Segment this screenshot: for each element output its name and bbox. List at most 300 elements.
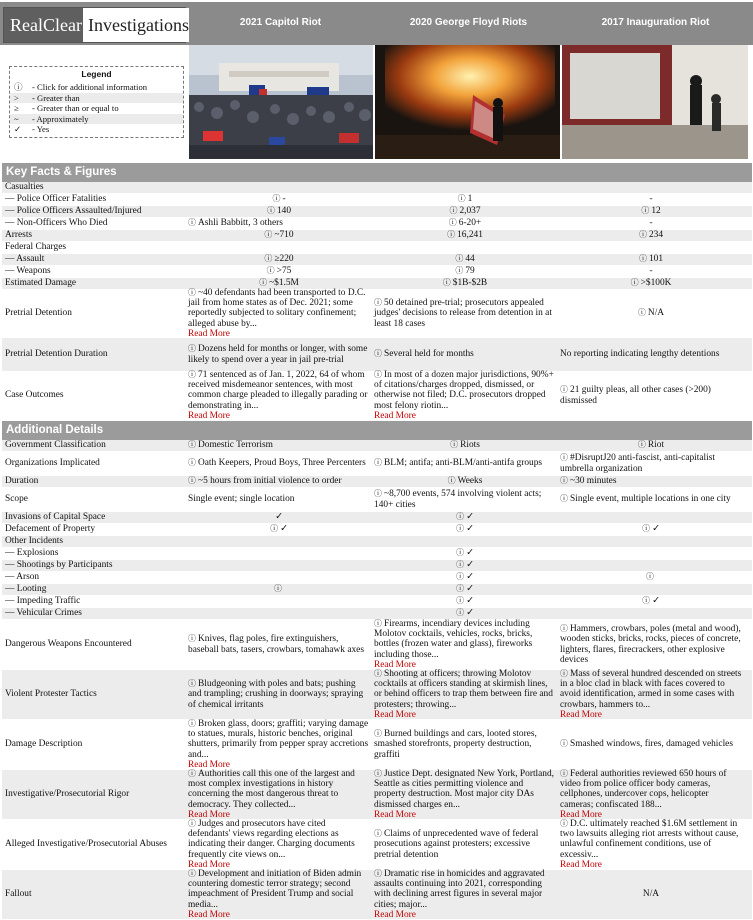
table-row (2, 182, 752, 194)
cell-text: BLM; antifa; anti-BLM/anti-antifa groups (384, 458, 543, 469)
cell-text: Riot (647, 440, 665, 451)
info-icon[interactable]: ⓘ (560, 476, 568, 486)
column-header-floyd: 2020 George Floyd Riots (409, 17, 528, 28)
cell-text: Judges and prosecutors have cited defendants' views regarding elections as indicating their danger. Charging documents frequently cite views on... (188, 818, 355, 860)
info-icon[interactable]: ⓘ (266, 266, 275, 276)
table-cell[interactable] (558, 572, 744, 582)
row-label: Other Incidents (5, 536, 64, 547)
cell-text: ✓ (466, 524, 474, 535)
cell-text: Domestic Terrorism (198, 440, 273, 451)
table-cell (558, 194, 744, 204)
info-icon[interactable]: ⓘ (188, 458, 196, 468)
cell-text: Mass of several hundred descended on streets in a bloc clad in black with faces covered to avoid identification, armed in some cases with crowbars, hammers to... (560, 668, 742, 710)
cell-text: Dozens held for months or longer, with some likely to spend over a year in jail pre-trial (188, 344, 368, 365)
table-cell[interactable] (558, 819, 744, 871)
info-icon[interactable]: ⓘ (447, 230, 456, 240)
info-icon[interactable]: ⓘ (188, 476, 196, 486)
info-icon[interactable]: ⓘ (560, 768, 568, 778)
table-cell[interactable] (372, 278, 558, 288)
row-label: — Impeding Traffic (5, 596, 81, 607)
info-icon[interactable]: ⓘ (374, 618, 382, 628)
info-icon[interactable]: ⓘ (641, 206, 650, 216)
table-row (2, 218, 752, 230)
read-more-link[interactable]: Read More (374, 810, 416, 821)
table-row (2, 206, 752, 218)
table-row (2, 230, 752, 242)
table-cell[interactable] (186, 679, 372, 710)
table-cell (186, 494, 372, 504)
section-body (2, 182, 752, 420)
info-icon[interactable]: ⓘ (374, 728, 382, 738)
comparison-table (2, 162, 752, 920)
row-label: — Vehicular Crimes (5, 608, 82, 619)
table-cell[interactable] (372, 560, 558, 570)
table-cell (558, 889, 744, 899)
info-icon[interactable]: ⓘ (259, 278, 268, 288)
cell-text: Ashli Babbitt, 3 others (198, 218, 283, 229)
legend-items (10, 82, 183, 135)
table-cell[interactable] (186, 218, 372, 228)
section-body (2, 440, 752, 920)
read-more-link[interactable]: Read More (560, 810, 602, 821)
table-cell[interactable] (372, 370, 558, 422)
cell-text: 234 (648, 230, 664, 241)
table-cell[interactable] (372, 572, 558, 582)
cell-text: Several held for months (384, 349, 474, 360)
cell-text: 21 guilty pleas, all other cases (>200) dismissed (560, 385, 711, 406)
table-cell[interactable] (372, 512, 558, 522)
table-cell[interactable] (372, 206, 558, 216)
cell-text: Oath Keepers, Proud Boys, Three Percenters (198, 458, 366, 469)
table-row (2, 584, 752, 596)
cell-text: 79 (465, 266, 475, 277)
info-icon[interactable]: ⓘ (560, 668, 568, 678)
table-cell[interactable] (372, 729, 558, 760)
cell-text: $1B-$2B (452, 278, 488, 289)
info-icon[interactable]: ⓘ (374, 297, 382, 307)
cell-text: ~40 defendants had been transported to D.C. jail from home states as of Dec. 2021; some reportedly subjected to solitary confinement; alleged abuse by... (188, 287, 366, 329)
legend-item (10, 93, 183, 104)
brand-realclear: RealClear (4, 8, 83, 42)
info-icon[interactable]: ⓘ (646, 572, 654, 582)
table-cell (558, 218, 744, 228)
cell-text: Burned buildings and cars, looted stores, smashed storefronts, property destruction, graffiti (374, 728, 537, 760)
row-label: Investigative/Prosecutorial Rigor (5, 789, 130, 800)
info-icon[interactable]: ⓘ (456, 572, 465, 582)
table-cell[interactable] (558, 524, 744, 534)
cell-text: ✓ (466, 548, 474, 559)
section-header: Additional Details (2, 421, 752, 440)
info-icon[interactable]: ⓘ (560, 818, 568, 828)
cell-text: Shooting at officers; throwing Molotov cocktails at officers standing at skirmish lines, or behind officers to trap them between fire and protesters; throwing... (374, 668, 553, 710)
cell-text: ~5 hours from initial violence to order (198, 476, 342, 487)
cell-text: Authorities call this one of the largest and most complex investigations in history concerning the most dangerous threat to democracy. They collected... (188, 768, 355, 810)
cell-text: Firearms, incendiary devices including Molotov cocktails, vehicles, rocks, bricks, bottles (frozen water and glass), fireworks including those... (374, 618, 533, 660)
info-icon[interactable]: ⓘ (455, 266, 464, 276)
cell-text: ≥220 (274, 254, 294, 265)
table-cell[interactable] (558, 494, 744, 504)
cell-text: ~710 (274, 230, 294, 241)
row-label: — Weapons (5, 266, 51, 277)
info-icon[interactable]: ⓘ (638, 230, 647, 240)
read-more-link[interactable]: Read More (560, 710, 602, 721)
table-row (2, 536, 752, 548)
table-cell[interactable] (372, 584, 558, 594)
table-cell[interactable] (558, 206, 744, 216)
legend-symbol: ✓ (14, 124, 22, 135)
row-label: Alleged Investigative/Prosecutorial Abuses (5, 839, 167, 850)
table-row (2, 870, 752, 920)
info-icon[interactable]: ⓘ (188, 218, 196, 228)
row-label: — Assault (5, 254, 45, 265)
cell-text: In most of a dozen major jurisdictions, 90%+ of citations/charges dropped, dismissed, or otherwise not filed; D.C. prosecutors dropped most felony riotin... (374, 369, 554, 411)
read-more-link[interactable]: Read More (374, 910, 416, 920)
table-cell[interactable] (186, 719, 372, 771)
column-header-capitol: 2021 Capitol Riot (239, 17, 322, 28)
legend-item (10, 114, 183, 125)
info-icon[interactable]: ⓘ (560, 623, 568, 633)
row-label: Dangerous Weapons Encountered (5, 639, 132, 650)
cell-text: Smashed windows, fires, damaged vehicles (570, 739, 733, 750)
info-icon[interactable]: ⓘ (374, 489, 382, 499)
legend-text: - Click for additional information (32, 82, 148, 93)
info-icon[interactable]: ⓘ (374, 349, 382, 359)
table-cell[interactable] (558, 476, 744, 486)
legend-item (10, 82, 183, 93)
cell-text: 140 (276, 206, 292, 217)
table-cell[interactable] (186, 194, 372, 204)
cell-text: - (649, 266, 653, 277)
info-icon[interactable]: ⓘ (637, 440, 646, 450)
table-cell[interactable] (372, 194, 558, 204)
row-label: Arrests (5, 230, 33, 241)
info-icon[interactable]: ⓘ (270, 524, 279, 534)
read-more-link[interactable]: Read More (188, 411, 230, 422)
cell-text: 12 (651, 206, 661, 217)
photo-floyd-riots (375, 45, 560, 159)
table-cell[interactable] (186, 206, 372, 216)
read-more-link[interactable]: Read More (188, 810, 230, 821)
info-icon[interactable]: ⓘ (188, 818, 196, 828)
table-cell[interactable] (186, 634, 372, 655)
table-row (2, 194, 752, 206)
info-icon[interactable]: ⓘ (266, 206, 275, 216)
info-icon[interactable]: ⓘ (188, 868, 196, 878)
table-cell[interactable] (372, 266, 558, 276)
cell-text: Single event; single location (188, 494, 295, 505)
table-cell[interactable] (186, 254, 372, 264)
row-label: Government Classification (5, 440, 106, 451)
table-cell[interactable] (372, 608, 558, 618)
table-cell[interactable] (372, 548, 558, 558)
cell-text: Federal authorities reviewed 650 hours of video from police officer body cameras, cellphones, undercover cops, helicopter cameras; confiscated 188... (560, 768, 727, 810)
table-row (2, 524, 752, 536)
cell-text: ✓ (652, 596, 660, 607)
table-cell[interactable] (186, 344, 372, 365)
photo-capitol-riot (189, 45, 373, 159)
table-cell[interactable] (558, 278, 744, 288)
info-icon[interactable]: ⓘ (374, 768, 382, 778)
table-cell[interactable] (372, 524, 558, 534)
legend-symbol: ≥ (14, 103, 19, 114)
table-row (2, 242, 752, 254)
cell-text: ~30 minutes (570, 476, 617, 487)
table-cell[interactable] (186, 288, 372, 340)
table-cell[interactable] (558, 308, 744, 318)
table-cell[interactable] (372, 596, 558, 606)
info-icon[interactable]: ⓘ (637, 308, 646, 318)
info-icon[interactable]: ⓘ (374, 369, 382, 379)
table-cell[interactable] (558, 669, 744, 721)
info-icon[interactable]: ⓘ (374, 668, 382, 678)
table-row (2, 572, 752, 584)
table-cell[interactable] (558, 230, 744, 240)
cell-text: N/A (647, 308, 665, 319)
info-icon[interactable]: ⓘ (560, 385, 568, 395)
info-icon[interactable]: ⓘ (456, 548, 465, 558)
info-icon[interactable]: ⓘ (264, 230, 273, 240)
cell-text: 50 detained pre-trial; prosecutors appealed judges' decisions to release from detention in at least 18 cases (374, 297, 552, 329)
row-label: Defacement of Property (5, 524, 96, 535)
info-icon[interactable]: ⓘ (455, 254, 464, 264)
info-icon[interactable]: ⓘ (456, 584, 465, 594)
info-icon[interactable]: ⓘ (442, 278, 451, 288)
info-icon[interactable]: ⓘ (449, 206, 458, 216)
table-cell[interactable] (186, 524, 372, 534)
info-icon[interactable]: ⓘ (638, 254, 647, 264)
table-cell[interactable] (372, 458, 558, 468)
legend-item (10, 124, 183, 135)
cell-text: 1 (467, 194, 473, 205)
table-row (2, 770, 752, 820)
row-label: Pretrial Detention (5, 308, 72, 319)
table-cell[interactable] (186, 266, 372, 276)
info-icon[interactable]: ⓘ (188, 634, 196, 644)
table-cell[interactable] (372, 230, 558, 240)
info-icon[interactable]: ⓘ (456, 512, 465, 522)
info-icon[interactable]: ⓘ (188, 678, 196, 688)
cell-text: - (649, 218, 653, 229)
cell-text: Weeks (457, 476, 483, 487)
cell-text: Hammers, crowbars, poles (metal and wood), wooden sticks, bricks, rocks, pieces of concrete, lighters, flares, firecrackers, other explosive devices (560, 623, 741, 665)
table-cell[interactable] (186, 869, 372, 920)
photo-inauguration-riot (562, 45, 748, 159)
table-cell[interactable] (372, 298, 558, 329)
table-cell[interactable] (186, 370, 372, 422)
table-cell[interactable] (372, 619, 558, 671)
read-more-link[interactable]: Read More (188, 910, 230, 920)
cell-text: - (649, 194, 653, 205)
info-icon[interactable]: ⓘ (447, 476, 456, 486)
cell-text: ✓ (280, 524, 288, 535)
table-cell[interactable] (372, 476, 558, 486)
info-icon[interactable]: ⓘ (448, 218, 457, 228)
table-row (2, 338, 752, 372)
table-cell[interactable] (186, 458, 372, 468)
info-icon[interactable]: ⓘ (642, 524, 651, 534)
info-icon[interactable]: ⓘ (457, 194, 466, 204)
read-more-link[interactable]: Read More (560, 860, 602, 871)
cell-text: - (282, 194, 286, 205)
info-icon[interactable]: ⓘ (456, 596, 465, 606)
info-icon[interactable]: ⓘ (630, 278, 639, 288)
info-icon[interactable]: ⓘ (188, 369, 196, 379)
info-icon[interactable]: ⓘ (272, 194, 281, 204)
info-icon[interactable]: ⓘ (450, 440, 459, 450)
info-icon[interactable]: ⓘ (188, 440, 196, 450)
cell-text: 71 sentenced as of Jan. 1, 2022, 64 of whom received misdemeanor sentences, with most common charge pleaded to illegally parading or demonstrating in... (188, 369, 368, 411)
info-icon[interactable]: ⓘ (374, 458, 382, 468)
cell-text: 2,037 (459, 206, 481, 217)
cell-text: Dramatic rise in homicides and aggravated assaults continuing into 2021, corresponding with declining arrest figures in several major cities; major... (374, 868, 545, 910)
table-row (2, 670, 752, 720)
legend-symbol: ⓘ (14, 82, 23, 93)
row-label: Case Outcomes (5, 390, 64, 401)
table-row (2, 620, 752, 670)
read-more-link[interactable]: Read More (188, 329, 230, 340)
table-cell[interactable] (372, 829, 558, 860)
cell-text: 101 (648, 254, 664, 265)
info-icon[interactable]: ⓘ (374, 868, 382, 878)
info-icon[interactable]: ⓘ (560, 739, 568, 749)
table-cell[interactable] (372, 769, 558, 821)
brand-logo[interactable] (3, 7, 189, 43)
cell-text: N/A (642, 889, 660, 900)
row-label: — Police Officer Fatalities (5, 194, 107, 205)
table-cell[interactable] (186, 819, 372, 871)
table-row (2, 452, 752, 476)
table-cell[interactable] (558, 385, 744, 406)
cell-text: 44 (465, 254, 475, 265)
cell-text: ✓ (466, 584, 474, 595)
info-icon[interactable]: ⓘ (274, 584, 282, 594)
table-cell[interactable] (372, 669, 558, 721)
cell-text: Bludgeoning with poles and bats; pushing and trampling; crushing in doorways; spraying of chemical irritants (188, 678, 364, 710)
row-label: — Looting (5, 584, 47, 595)
legend-text: - Yes (32, 124, 50, 135)
cell-text: Claims of unprecedented wave of federal prosecutions against protesters; excessive pretrial detention (374, 828, 539, 860)
table-row (2, 488, 752, 512)
table-cell[interactable] (372, 869, 558, 920)
cell-text: ✓ (466, 608, 474, 619)
info-icon[interactable]: ⓘ (188, 768, 196, 778)
info-icon[interactable]: ⓘ (188, 344, 196, 354)
table-cell[interactable] (558, 453, 744, 474)
table-cell[interactable] (372, 489, 558, 510)
row-label: Organizations Implicated (5, 458, 100, 469)
table-cell[interactable] (372, 440, 558, 450)
row-label: — Arson (5, 572, 40, 583)
table-row (2, 512, 752, 524)
table-row (2, 254, 752, 266)
legend-text: - Greater than or equal to (32, 103, 119, 114)
info-icon[interactable]: ⓘ (456, 608, 465, 618)
row-label: Duration (5, 476, 39, 487)
row-label: — Police Officers Assaulted/Injured (5, 206, 142, 217)
read-more-link[interactable]: Read More (188, 860, 230, 871)
cell-text: 16,241 (457, 230, 483, 241)
table-row (2, 548, 752, 560)
table-row (2, 560, 752, 572)
header (0, 0, 753, 165)
legend-symbol: > (14, 92, 19, 103)
table-cell (558, 349, 744, 359)
info-icon[interactable]: ⓘ (560, 494, 568, 504)
table-row (2, 476, 752, 488)
table-cell[interactable] (558, 254, 744, 264)
table-cell[interactable] (186, 440, 372, 450)
table-cell[interactable] (186, 769, 372, 821)
table-cell[interactable] (186, 230, 372, 240)
table-cell[interactable] (558, 769, 744, 821)
row-label: Fallout (5, 889, 32, 900)
table-row (2, 369, 752, 422)
cell-text: Riots (460, 440, 480, 451)
legend-symbol: ~ (14, 113, 19, 124)
legend-text: - Greater than (32, 92, 80, 103)
table-row (2, 440, 752, 452)
row-label: Estimated Damage (5, 278, 77, 289)
cell-text: ✓ (466, 596, 474, 607)
info-icon[interactable]: ⓘ (374, 828, 382, 838)
info-icon[interactable]: ⓘ (560, 453, 568, 463)
legend (9, 66, 184, 138)
info-icon[interactable]: ⓘ (188, 718, 196, 728)
info-icon[interactable]: ⓘ (456, 560, 465, 570)
info-icon[interactable]: ⓘ (264, 254, 273, 264)
cell-text: ~$1.5M (269, 278, 299, 289)
legend-title: Legend (81, 69, 112, 79)
table-cell[interactable] (558, 440, 744, 450)
table-row (2, 287, 752, 340)
row-label: Pretrial Detention Duration (5, 349, 108, 360)
row-label: Federal Charges (5, 242, 67, 253)
row-label: Casualties (5, 182, 44, 193)
read-more-link[interactable]: Read More (188, 760, 230, 771)
cell-text: 6-20+ (458, 218, 482, 229)
table-row (2, 820, 752, 870)
table-cell[interactable] (372, 218, 558, 228)
cell-text: >$100K (640, 278, 672, 289)
table-cell[interactable] (186, 584, 372, 594)
cell-text: D.C. ultimately reached $1.6M settlement in two lawsuits alleging riot arrests without cause, unlawful confinement conditions, use of excessiv... (560, 818, 739, 860)
info-icon[interactable]: ⓘ (456, 524, 465, 534)
section-header: Key Facts & Figures (2, 163, 752, 182)
info-icon[interactable]: ⓘ (642, 596, 651, 606)
table-row (2, 596, 752, 608)
cell-text: ✓ (652, 524, 660, 535)
cell-text: ✓ (275, 512, 283, 523)
row-label: Scope (5, 494, 28, 505)
table-cell[interactable] (372, 349, 558, 359)
row-label: — Explosions (5, 548, 59, 559)
table-cell[interactable] (558, 596, 744, 606)
table-cell[interactable] (558, 739, 744, 749)
read-more-link[interactable]: Read More (374, 411, 416, 422)
column-header-inauguration: 2017 Inauguration Riot (601, 17, 710, 28)
table-cell[interactable] (186, 476, 372, 486)
row-label: Damage Description (5, 739, 83, 750)
table-row (2, 266, 752, 278)
cell-text: ✓ (466, 512, 474, 523)
cell-text: >75 (276, 266, 292, 277)
info-icon[interactable]: ⓘ (188, 287, 196, 297)
read-more-link[interactable]: Read More (374, 710, 416, 721)
table-cell[interactable] (372, 254, 558, 264)
cell-text: Knives, flag poles, fire extinguishers, baseball bats, tasers, crowbars, tomahawk axes (188, 634, 364, 655)
table-cell[interactable] (558, 624, 744, 665)
read-more-link[interactable]: Read More (374, 660, 416, 671)
